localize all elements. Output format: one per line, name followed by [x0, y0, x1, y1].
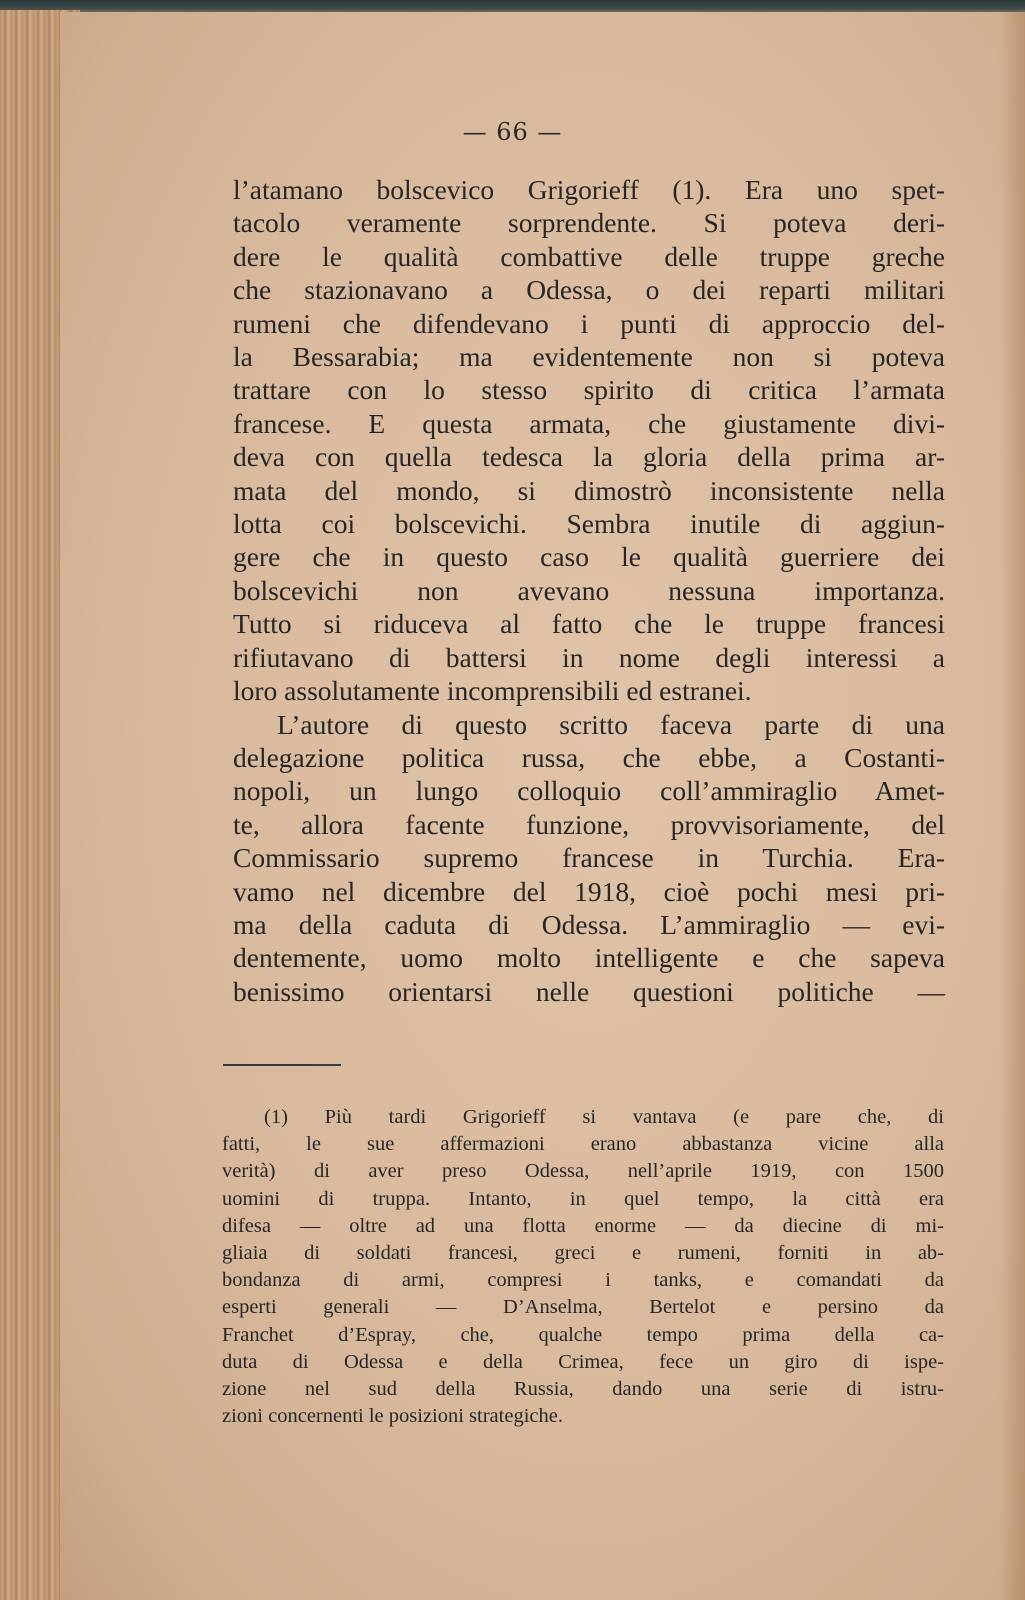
- text-line: l’atamano bolscevico Grigorieff (1). Era uno spet-: [233, 174, 945, 205]
- footnote-line: zioni concernenti le posizioni strategiche.: [222, 1405, 563, 1428]
- main-text: [233, 173, 945, 1008]
- text-line: lotta coi bolscevichi. Sembra inutile di aggiun-: [233, 508, 945, 540]
- text-line: delegazione politica russa, che ebbe, a Costanti-: [233, 741, 945, 773]
- footnote-line: (1) Più tardi Grigorieff si vantava (e pare che, di: [264, 1106, 944, 1128]
- text-line: L’autore di questo scritto faceva parte di una: [277, 708, 945, 740]
- footnote-line: zione nel sud della Russia, dando una serie di istru-: [222, 1378, 944, 1401]
- text-line: dere le qualità combattive delle truppe greche: [233, 240, 945, 272]
- text-line: bolscevichi non avevano nessuna importanza.: [233, 574, 945, 606]
- text-line: tacolo veramente sorprendente. Si poteva deri-: [233, 207, 945, 239]
- footnote-line: fatti, le sue affermazioni erano abbastanza vicine alla: [222, 1133, 944, 1156]
- footnote-line: esperti generali — D’Anselma, Bertelot e persino da: [222, 1296, 944, 1319]
- text-line: trattare con lo stesso spirito di critica l’armata: [233, 374, 945, 406]
- text-line: benissimo orientarsi nelle questioni politiche —: [233, 975, 945, 1007]
- page-number: — 66 —: [462, 118, 563, 146]
- text-line: te, allora facente funzione, provvisoriamente, del: [233, 808, 945, 840]
- footnote-line: Franchet d’Espray, che, qualche tempo prima della ca-: [222, 1323, 944, 1346]
- text-line: rumeni che difendevano i punti di approccio del-: [233, 307, 945, 339]
- footnote-line: uomini di truppa. Intanto, in quel tempo, la città era: [222, 1187, 944, 1210]
- footnote-divider: [223, 1064, 341, 1066]
- text-line: Commissario supremo francese in Turchia. Era-: [233, 842, 945, 874]
- text-line: ma della caduta di Odessa. L’ammiraglio — evi-: [233, 908, 945, 940]
- text-line: vamo nel dicembre del 1918, cioè pochi mesi pri-: [233, 875, 945, 907]
- footnote-line: duta di Odessa e della Crimea, fece un giro di ispe-: [222, 1350, 944, 1373]
- footnote-line: bondanza di armi, compresi i tanks, e comandati da: [222, 1269, 944, 1292]
- text-line: rifiutavano di battersi in nome degli interessi a: [233, 641, 945, 673]
- footnote: [222, 1104, 944, 1430]
- page-shadow-right: [999, 12, 1025, 1600]
- text-line: la Bessarabia; ma evidentemente non si poteva: [233, 341, 945, 373]
- text-line: francese. E questa armata, che giustamente divi-: [233, 407, 945, 439]
- text-line: gere che in questo caso le qualità guerriere dei: [233, 541, 945, 573]
- text-line: nopoli, un lungo colloquio coll’ammiraglio Amet-: [233, 775, 945, 807]
- text-line: Tutto si riduceva al fatto che le truppe francesi: [233, 608, 945, 640]
- text-line: loro assolutamente incomprensibili ed estranei.: [233, 675, 752, 707]
- text-line: dentemente, uomo molto intelligente e che sapeva: [233, 942, 945, 974]
- text-line: che stazionavano a Odessa, o dei reparti militari: [233, 274, 945, 306]
- footnote-line: verità) di aver preso Odessa, nell’aprile 1919, con 1500: [222, 1160, 944, 1183]
- footnote-line: difesa — oltre ad una flotta enorme — da diecine di mi-: [222, 1214, 944, 1237]
- text-line: deva con quella tedesca la gloria della prima ar-: [233, 441, 945, 473]
- footnote-line: gliaia di soldati francesi, greci e rumeni, forniti in ab-: [222, 1242, 944, 1265]
- text-line: mata del mondo, si dimostrò inconsistente nella: [233, 474, 945, 506]
